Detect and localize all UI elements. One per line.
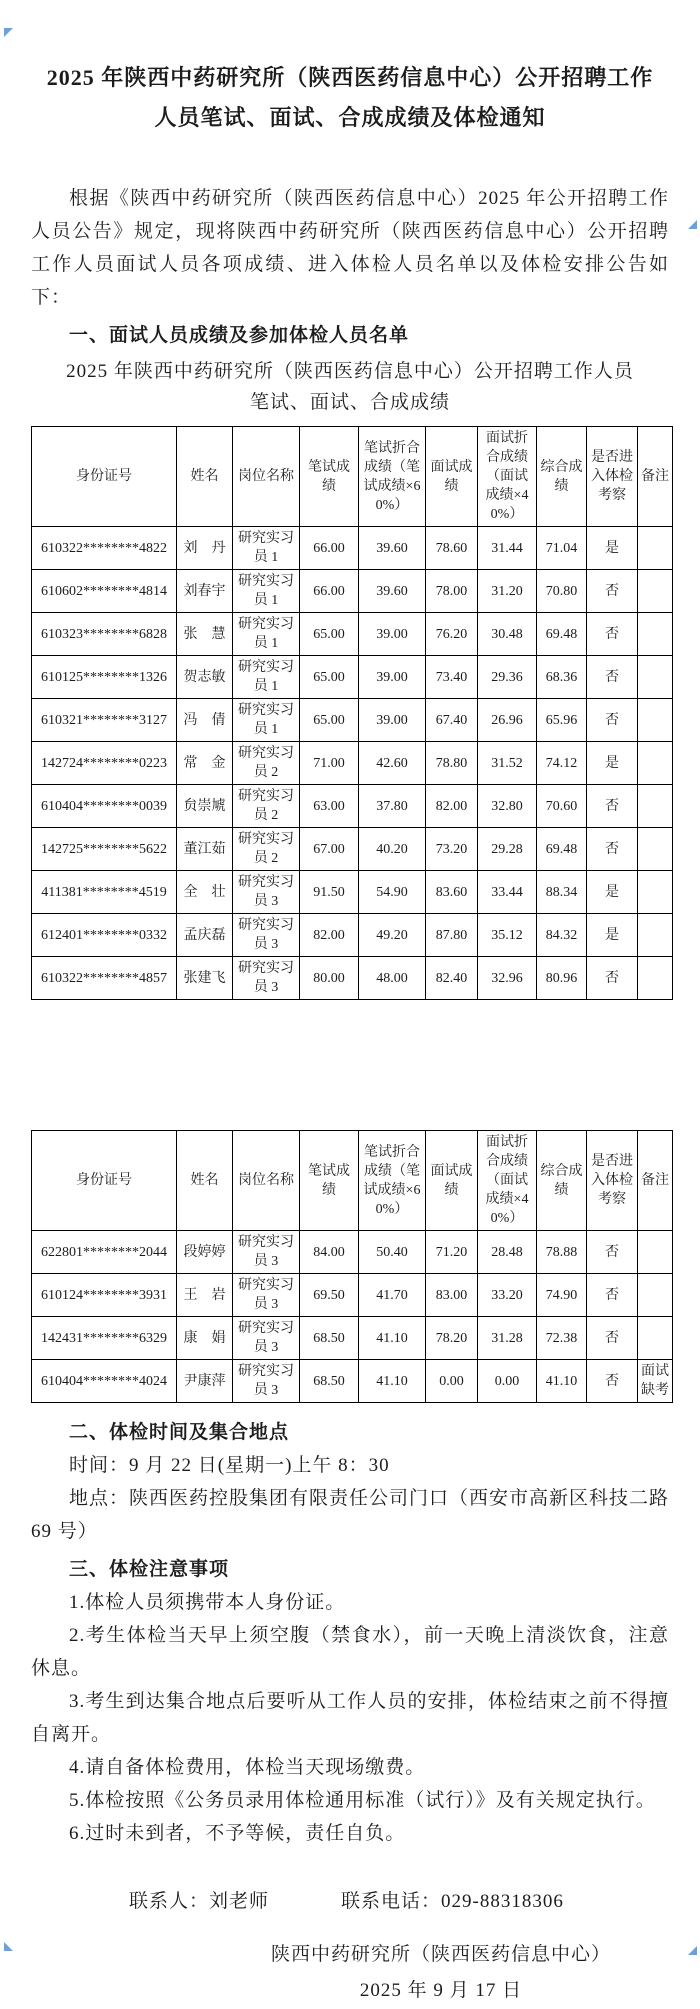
score-table-caption: 2025 年陕西中药研究所（陕西医药信息中心）公开招聘工作人员笔试、面试、合成成绩 [66, 361, 634, 413]
table-cell: 段婷婷 [177, 1231, 233, 1274]
table-cell: 贺志敏 [177, 656, 233, 699]
note-item-6: 6.过时未到者，不予等候，责任自负。 [69, 1823, 406, 1844]
page-break-gap [31, 1000, 669, 1122]
table-cell: 研究实习员 2 [233, 828, 300, 871]
table-row [32, 785, 673, 828]
table-cell: 31.28 [478, 1317, 537, 1360]
table-cell: 否 [587, 699, 638, 742]
table-cell: 610404********0039 [32, 785, 177, 828]
table-cell: 33.44 [478, 871, 537, 914]
table-cell: 40.20 [359, 828, 426, 871]
table-cell: 74.90 [537, 1274, 587, 1317]
table-cell: 39.00 [359, 613, 426, 656]
table-cell: 41.10 [537, 1360, 587, 1403]
table-cell: 孟庆磊 [177, 914, 233, 957]
table-cell [638, 1317, 673, 1360]
table-cell: 王 岩 [177, 1274, 233, 1317]
column-header: 姓名 [177, 427, 233, 527]
table-cell: 研究实习员 3 [233, 914, 300, 957]
table-cell: 610323********6828 [32, 613, 177, 656]
table-cell: 是 [587, 914, 638, 957]
table-cell: 71.04 [537, 527, 587, 570]
table-cell: 65.96 [537, 699, 587, 742]
column-header: 姓名 [177, 1131, 233, 1231]
header-row [32, 1131, 673, 1231]
table-cell: 31.44 [478, 527, 537, 570]
table-cell: 33.20 [478, 1274, 537, 1317]
table-cell: 张建飞 [177, 957, 233, 1000]
table-cell [638, 527, 673, 570]
table-cell: 0.00 [478, 1360, 537, 1403]
annotation-marker-right [688, 220, 697, 229]
table-cell: 42.60 [359, 742, 426, 785]
score-table-part1 [31, 426, 673, 1000]
table-cell: 刘春宇 [177, 570, 233, 613]
column-header: 身份证号 [32, 427, 177, 527]
column-header: 综合成绩 [537, 1131, 587, 1231]
table-cell: 78.20 [426, 1317, 478, 1360]
score-table-header [32, 1131, 673, 1231]
table-cell: 否 [587, 1231, 638, 1274]
notes-list [31, 1586, 669, 1850]
table-cell: 612401********0332 [32, 914, 177, 957]
column-header: 综合成绩 [537, 427, 587, 527]
table-cell: 研究实习员 2 [233, 742, 300, 785]
table-cell: 28.48 [478, 1231, 537, 1274]
table-cell: 610602********4814 [32, 570, 177, 613]
table-cell: 70.60 [537, 785, 587, 828]
table-cell: 82.00 [426, 785, 478, 828]
column-header: 面试折合成绩（面试成绩×40%） [478, 1131, 537, 1231]
table-cell: 冯 倩 [177, 699, 233, 742]
table-cell: 48.00 [359, 957, 426, 1000]
note-item-3: 3.考生到达集合地点后要听从工作人员的安排，体检结束之前不得擅自离开。 [31, 1691, 669, 1745]
table-cell: 贠崇虓 [177, 785, 233, 828]
table-cell: 78.60 [426, 527, 478, 570]
table-cell: 32.96 [478, 957, 537, 1000]
table-cell: 37.80 [359, 785, 426, 828]
table-row [32, 1360, 673, 1403]
table-cell: 66.00 [300, 570, 359, 613]
table-cell [638, 613, 673, 656]
annotation-marker-top-left [4, 28, 13, 37]
section2-heading: 二、体检时间及集合地点 [69, 1422, 290, 1443]
table-cell: 31.52 [478, 742, 537, 785]
column-header: 笔试成绩 [300, 1131, 359, 1231]
table-cell: 65.00 [300, 613, 359, 656]
note-item-4: 4.请自备体检费用，体检当天现场缴费。 [69, 1757, 426, 1778]
table-cell: 67.40 [426, 699, 478, 742]
exam-place-line: 地点：陕西医药控股集团有限责任公司门口（西安市高新区科技二路 69 号） [31, 1488, 670, 1542]
score-table-part2 [31, 1130, 673, 1403]
table-cell: 73.40 [426, 656, 478, 699]
table-cell: 39.00 [359, 699, 426, 742]
table-cell: 142431********6329 [32, 1317, 177, 1360]
table-cell: 78.80 [426, 742, 478, 785]
table-cell: 否 [587, 656, 638, 699]
table-cell: 尹康萍 [177, 1360, 233, 1403]
column-header: 面试成绩 [426, 1131, 478, 1231]
table-cell: 76.20 [426, 613, 478, 656]
header-row [32, 427, 673, 527]
table-cell: 研究实习员 1 [233, 527, 300, 570]
table-cell: 研究实习员 1 [233, 699, 300, 742]
contact-phone: 联系电话：029-88318306 [341, 1891, 564, 1912]
table-cell: 30.48 [478, 613, 537, 656]
column-header: 身份证号 [32, 1131, 177, 1231]
table-cell: 71.00 [300, 742, 359, 785]
table-cell: 80.96 [537, 957, 587, 1000]
table-cell: 66.00 [300, 527, 359, 570]
table-cell: 91.50 [300, 871, 359, 914]
table-cell: 否 [587, 1274, 638, 1317]
table-cell: 41.70 [359, 1274, 426, 1317]
table-cell: 82.00 [300, 914, 359, 957]
table-cell: 622801********2044 [32, 1231, 177, 1274]
table-row [32, 699, 673, 742]
table-cell: 83.00 [426, 1274, 478, 1317]
table-row [32, 742, 673, 785]
table-cell: 88.34 [537, 871, 587, 914]
table-row [32, 957, 673, 1000]
table-cell: 董江茹 [177, 828, 233, 871]
table-cell: 82.40 [426, 957, 478, 1000]
table-cell [638, 828, 673, 871]
table-cell: 研究实习员 3 [233, 1231, 300, 1274]
table-cell: 142725********5622 [32, 828, 177, 871]
table-row [32, 527, 673, 570]
table-cell: 是 [587, 871, 638, 914]
table-cell: 是 [587, 527, 638, 570]
table-row [32, 1231, 673, 1274]
table-cell: 否 [587, 828, 638, 871]
table-cell: 研究实习员 3 [233, 1317, 300, 1360]
table-cell: 研究实习员 3 [233, 1274, 300, 1317]
exam-time-line: 时间：9 月 22 日(星期一)上午 8：30 [69, 1455, 390, 1476]
column-header: 笔试折合成绩（笔试成绩×60%） [359, 1131, 426, 1231]
table-cell: 研究实习员 1 [233, 613, 300, 656]
table-cell: 研究实习员 2 [233, 785, 300, 828]
column-header: 备注 [638, 427, 673, 527]
table-cell: 否 [587, 1360, 638, 1403]
table-cell: 610404********4024 [32, 1360, 177, 1403]
contact-person: 联系人：刘老师 [129, 1891, 270, 1912]
score-table-body [32, 1231, 673, 1403]
table-cell: 康 娟 [177, 1317, 233, 1360]
column-header: 岗位名称 [233, 1131, 300, 1231]
table-cell: 54.90 [359, 871, 426, 914]
contact-line [31, 1886, 669, 1913]
table-cell [638, 914, 673, 957]
table-cell: 411381********4519 [32, 871, 177, 914]
column-header: 笔试成绩 [300, 427, 359, 527]
table-cell: 否 [587, 613, 638, 656]
note-item-1: 1.体检人员须携带本人身份证。 [69, 1592, 346, 1613]
table-cell [638, 570, 673, 613]
annotation-marker-bottom-right [688, 1946, 697, 1955]
column-header: 备注 [638, 1131, 673, 1231]
column-header: 是否进入体检考察 [587, 1131, 638, 1231]
signature-block [271, 1937, 611, 2009]
table-cell: 73.20 [426, 828, 478, 871]
table-cell: 74.12 [537, 742, 587, 785]
table-cell: 67.00 [300, 828, 359, 871]
table-cell: 39.60 [359, 570, 426, 613]
table-cell: 研究实习员 3 [233, 871, 300, 914]
table-row [32, 613, 673, 656]
table-cell: 31.20 [478, 570, 537, 613]
table-cell [638, 871, 673, 914]
table-cell: 研究实习员 1 [233, 656, 300, 699]
section3-heading: 三、体检注意事项 [69, 1559, 230, 1580]
table-cell: 常 金 [177, 742, 233, 785]
table-cell: 69.48 [537, 613, 587, 656]
signature-org: 陕西中药研究所（陕西医药信息中心） [270, 1944, 611, 1965]
table-cell [638, 785, 673, 828]
table-cell: 39.00 [359, 656, 426, 699]
table-row [32, 871, 673, 914]
table-cell: 张 慧 [177, 613, 233, 656]
table-cell: 68.50 [300, 1317, 359, 1360]
table-cell: 否 [587, 570, 638, 613]
table-cell: 否 [587, 957, 638, 1000]
table-cell: 70.80 [537, 570, 587, 613]
section1-heading: 一、面试人员成绩及参加体检人员名单 [69, 325, 410, 346]
column-header: 面试成绩 [426, 427, 478, 527]
table-cell [638, 699, 673, 742]
table-cell [638, 656, 673, 699]
table-cell: 刘 丹 [177, 527, 233, 570]
table-cell: 65.00 [300, 699, 359, 742]
table-cell: 610124********3931 [32, 1274, 177, 1317]
table-row [32, 570, 673, 613]
table-row [32, 1317, 673, 1360]
table-cell [638, 957, 673, 1000]
annotation-marker-bottom-left [4, 1942, 13, 1951]
table-cell [638, 1274, 673, 1317]
table-cell: 80.00 [300, 957, 359, 1000]
table-cell: 78.88 [537, 1231, 587, 1274]
table-row [32, 914, 673, 957]
table-cell: 49.20 [359, 914, 426, 957]
intro-paragraph: 根据《陕西中药研究所（陕西医药信息中心）2025 年公开招聘工作人员公告》规定，现将陕西中药研究所（陕西医药信息中心）公开招聘工作人员面试人员各项成绩、进入体检人员名单以及体检安排公告如下： [31, 188, 669, 308]
table-cell: 研究实习员 1 [233, 570, 300, 613]
table-cell: 68.36 [537, 656, 587, 699]
table-cell: 32.80 [478, 785, 537, 828]
score-table-body [32, 527, 673, 1000]
column-header: 笔试折合成绩（笔试成绩×60%） [359, 427, 426, 527]
table-cell: 41.10 [359, 1317, 426, 1360]
table-cell: 研究实习员 3 [233, 1360, 300, 1403]
table-cell: 是 [587, 742, 638, 785]
table-cell: 65.00 [300, 656, 359, 699]
table-cell: 35.12 [478, 914, 537, 957]
table-cell: 全 壮 [177, 871, 233, 914]
note-item-5: 5.体检按照《公务员录用体检通用标准（试行）》及有关规定执行。 [69, 1790, 656, 1811]
table-row [32, 828, 673, 871]
score-table-header [32, 427, 673, 527]
table-cell: 39.60 [359, 527, 426, 570]
document-title: 2025 年陕西中药研究所（陕西医药信息中心）公开招聘工作人员笔试、面试、合成成绩及体检通知 [46, 65, 654, 130]
table-cell: 29.28 [478, 828, 537, 871]
table-cell: 68.50 [300, 1360, 359, 1403]
table-cell: 26.96 [478, 699, 537, 742]
table-cell: 否 [587, 785, 638, 828]
table-cell [638, 742, 673, 785]
table-cell: 78.00 [426, 570, 478, 613]
table-cell: 0.00 [426, 1360, 478, 1403]
table-cell: 63.00 [300, 785, 359, 828]
table-cell [638, 1231, 673, 1274]
table-cell: 84.32 [537, 914, 587, 957]
table-cell: 84.00 [300, 1231, 359, 1274]
table-cell: 面试缺考 [638, 1360, 673, 1403]
table-cell: 610125********1326 [32, 656, 177, 699]
table-cell: 610322********4857 [32, 957, 177, 1000]
table-cell: 71.20 [426, 1231, 478, 1274]
table-cell: 142724********0223 [32, 742, 177, 785]
column-header: 面试折合成绩（面试成绩×40%） [478, 427, 537, 527]
table-cell: 69.48 [537, 828, 587, 871]
table-row [32, 1274, 673, 1317]
table-cell: 29.36 [478, 656, 537, 699]
table-cell: 69.50 [300, 1274, 359, 1317]
table-cell: 87.80 [426, 914, 478, 957]
note-item-2: 2.考生体检当天早上须空腹（禁食水），前一天晚上清淡饮食，注意休息。 [31, 1625, 669, 1679]
table-cell: 83.60 [426, 871, 478, 914]
column-header: 岗位名称 [233, 427, 300, 527]
table-cell: 研究实习员 3 [233, 957, 300, 1000]
table-cell: 50.40 [359, 1231, 426, 1274]
table-cell: 41.10 [359, 1360, 426, 1403]
table-cell: 610322********4822 [32, 527, 177, 570]
table-cell: 610321********3127 [32, 699, 177, 742]
table-cell: 否 [587, 1317, 638, 1360]
signature-date: 2025 年 9 月 17 日 [359, 1980, 523, 2001]
table-cell: 72.38 [537, 1317, 587, 1360]
table-row [32, 656, 673, 699]
column-header: 是否进入体检考察 [587, 427, 638, 527]
